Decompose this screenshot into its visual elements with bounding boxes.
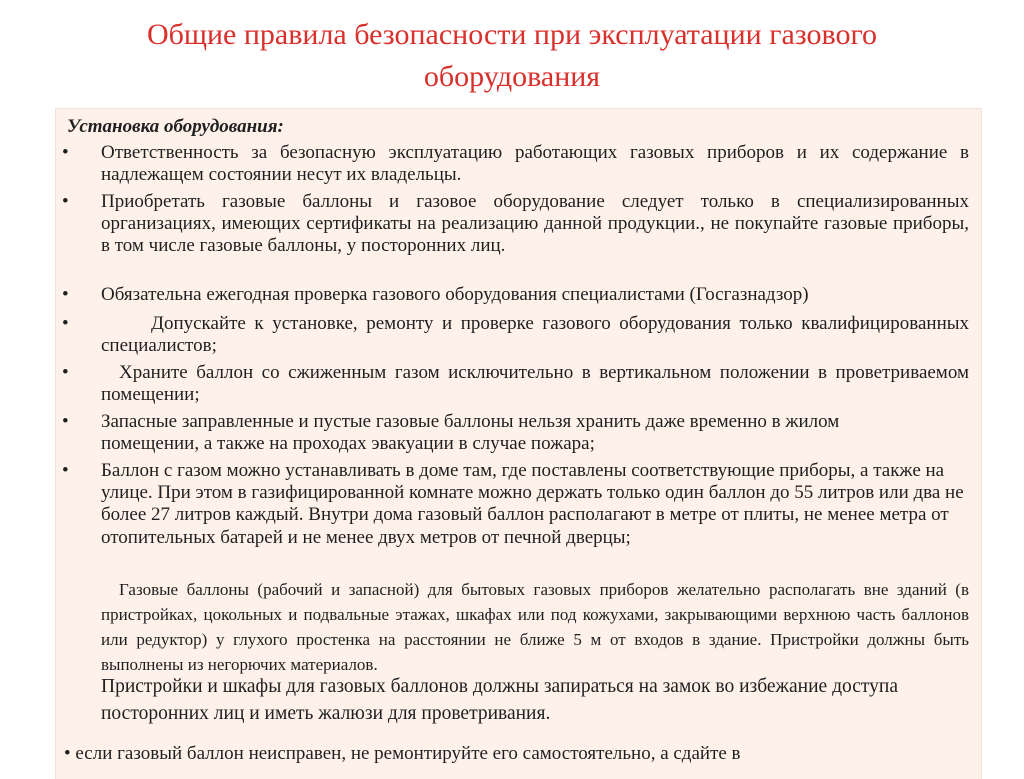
list-item: Баллон с газом можно устанавливать в доме там, где поставлены соответствующие приборы, а также на улице. При этом в газифицированной комнате можно держать только один баллон до 55 литров или два не более 27 литров каждый. Внутри дома газовый баллон располагают в метре от плиты, не менее метра от отопительных батарей и не менее двух метров от печной дверцы;	[101, 460, 964, 548]
section-heading: Установка оборудования:	[67, 116, 284, 137]
list-item: Приобретать газовые баллоны и газовое оборудование следует только в специализированных организациях, имеющих сертификаты на реализацию данной продукции., не покупайте газовые приборы, в том числе газовые баллоны, у посторонних лиц.	[101, 191, 969, 257]
bullet-marker: •	[62, 411, 69, 432]
slide-title-line-1: Общие правила безопасности при эксплуатации газового	[146, 18, 878, 51]
bullet-marker: •	[62, 284, 69, 305]
lock-paragraph: Пристройки и шкафы для газовых баллонов должны запираться на замок во избежание доступа посторонних лиц и иметь жалюзи для проветривания.	[101, 676, 899, 724]
slide-title	[0, 14, 1024, 98]
list-item: Храните баллон со сжиженным газом исключительно в вертикальном положении в проветриваемом помещении;	[101, 362, 969, 406]
list-item: Допускайте к установке, ремонту и проверке газового оборудования только квалифицированных специалистов;	[101, 313, 969, 357]
bullet-marker: •	[62, 362, 69, 383]
slide-title-line-2: оборудования	[423, 60, 601, 93]
note-paragraph: Газовые баллоны (рабочий и запасной) для бытовых газовых приборов желательно располагать вне зданий (в пристройках, цокольных и подвальные этажах, шкафах или под кожухами, закрывающими верхнюю часть баллонов или редуктор) у глухого простенка на расстоянии не ближе 5 м от входов в здание. Пристройки должны быть выполнены из негорючих материалов.	[101, 580, 969, 674]
bullet-marker: •	[62, 142, 69, 163]
list-item-partial: • если газовый баллон неисправен, не ремонтируйте его самостоятельно, а сдайте в	[64, 743, 741, 764]
bullet-marker: •	[62, 191, 69, 212]
bullet-marker: •	[62, 313, 69, 334]
list-item: Ответственность за безопасную эксплуатацию работающих газовых приборов и их содержание в надлежащем состоянии несут их владельцы.	[101, 142, 969, 186]
list-item: Обязательна ежегодная проверка газового оборудования специалистами (Госгазнадзор)	[101, 284, 809, 305]
bullet-marker: •	[62, 460, 69, 481]
list-item: Запасные заправленные и пустые газовые баллоны нельзя хранить даже временно в жилом помещении, а также на проходах эвакуации в случае пожара;	[101, 411, 840, 455]
